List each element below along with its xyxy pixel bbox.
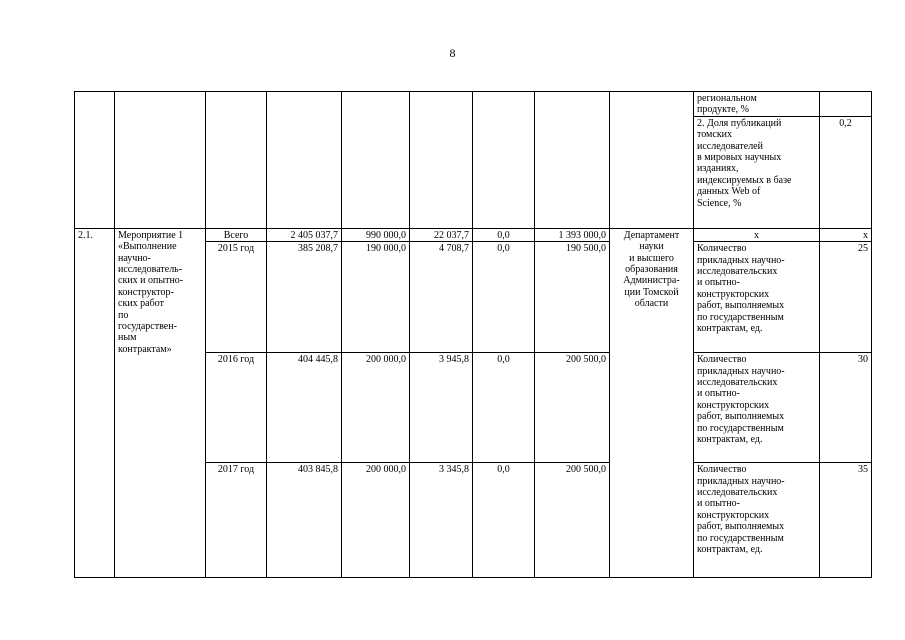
indicator-value-cell: х [820, 228, 872, 241]
amount-cell: 200 500,0 [535, 463, 610, 578]
period-cell: 2017 год [206, 463, 267, 578]
blank-cell [535, 92, 610, 229]
blank-cell [342, 92, 410, 229]
indicator-cell: х [694, 228, 820, 241]
amount-cell: 190 000,0 [342, 242, 410, 353]
page-number: 8 [449, 46, 456, 60]
blank-cell [610, 92, 694, 229]
table-row [75, 92, 872, 117]
indicator-value-cell [820, 92, 872, 117]
amount-cell: 3 945,8 [410, 353, 473, 463]
amount-cell: 22 037,7 [410, 228, 473, 241]
blank-cell [75, 92, 115, 229]
amount-cell: 3 345,8 [410, 463, 473, 578]
amount-cell: 1 393 000,0 [535, 228, 610, 241]
amount-cell: 4 708,7 [410, 242, 473, 353]
amount-cell: 200 000,0 [342, 353, 410, 463]
total-cell: 385 208,7 [267, 242, 342, 353]
indicator-value-cell: 0,2 [820, 116, 872, 228]
amount-cell: 0,0 [473, 353, 535, 463]
amount-cell: 0,0 [473, 228, 535, 241]
blank-cell [206, 92, 267, 229]
blank-cell [410, 92, 473, 229]
amount-cell: 200 500,0 [535, 353, 610, 463]
amount-cell: 0,0 [473, 463, 535, 578]
period-cell: 2015 год [206, 242, 267, 353]
blank-cell [115, 92, 206, 229]
indicator-cell: 2. Доля публикаций томских исследователей в мировых научных изданиях, индексируемых в базе данных Web of Science, % [694, 116, 820, 228]
program-table [74, 91, 872, 578]
amount-cell: 200 000,0 [342, 463, 410, 578]
indicator-cell: региональном продукте, % [694, 92, 820, 117]
period-cell: Всего [206, 228, 267, 241]
blank-cell [267, 92, 342, 229]
amount-cell: 0,0 [473, 242, 535, 353]
indicator-cell: Количество прикладных научно- исследовательских и опытно- конструкторских работ, выполняемых по государственным контрактам, ед. [694, 463, 820, 578]
indicator-cell: Количество прикладных научно- исследовательских и опытно- конструкторских работ, выполняемых по государственным контрактам, ед. [694, 353, 820, 463]
total-cell: 403 845,8 [267, 463, 342, 578]
period-cell: 2016 год [206, 353, 267, 463]
measure-name-cell: Мероприятие 1 «Выполнение научно- исследователь- ских и опытно- конструктор- ских работ по государствен- ным контрактам» [115, 228, 206, 577]
measure-number-cell: 2.1. [75, 228, 115, 577]
executor-cell: Департамент науки и высшего образования Администра- ции Томской области [610, 228, 694, 577]
indicator-value-cell: 25 [820, 242, 872, 353]
blank-cell [473, 92, 535, 229]
amount-cell: 190 500,0 [535, 242, 610, 353]
table-row [75, 228, 872, 241]
indicator-value-cell: 30 [820, 353, 872, 463]
total-cell: 2 405 037,7 [267, 228, 342, 241]
indicator-cell: Количество прикладных научно- исследовательских и опытно- конструкторских работ, выполняемых по государственным контрактам, ед. [694, 242, 820, 353]
amount-cell: 990 000,0 [342, 228, 410, 241]
indicator-value-cell: 35 [820, 463, 872, 578]
total-cell: 404 445,8 [267, 353, 342, 463]
